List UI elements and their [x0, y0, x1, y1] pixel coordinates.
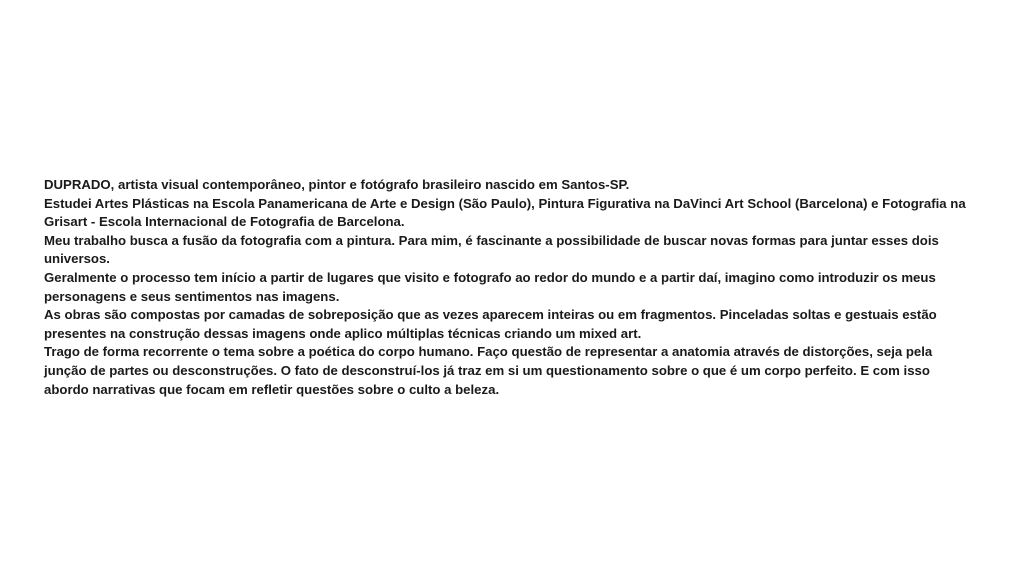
bio-paragraph-layers: As obras são compostas por camadas de sobreposição que as vezes aparecem inteiras ou em fragmentos. Pinceladas soltas e gestuais estão presentes na construção dessas imagens onde aplico múltiplas técnicas criando um mixed art.	[44, 307, 937, 341]
bio-paragraph-body-theme: Trago de forma recorrente o tema sobre a poética do corpo humano. Faço questão de representar a anatomia através de distorções, seja pela junção de partes ou desconstruções. O fato de desconstruí-los já traz em si um questionamento sobre o que é um corpo perfeito. E com isso abordo narrativas que focam em refletir questões sobre o culto a beleza.	[44, 344, 933, 397]
artist-bio	[44, 176, 974, 399]
bio-paragraph-education: Estudei Artes Plásticas na Escola Panamericana de Arte e Design (São Paulo), Pintura Figurativa na DaVinci Art School (Barcelona) e Fotografia na Grisart - Escola Internacional de Fotografia de Barcelona.	[44, 195, 966, 230]
bio-paragraph-work-fusion: Meu trabalho busca a fusão da fotografia com a pintura. Para mim, é fascinante a possibilidade de buscar novas formas para juntar esses dois universos.	[44, 232, 939, 267]
bio-paragraph-process: Geralmente o processo tem início a partir de lugares que visito e fotografo ao redor do mundo e a partir daí, imagino como introduzir os meus personagens e seus sentimentos nas imagens.	[44, 269, 936, 304]
bio-paragraph-intro: DUPRADO, artista visual contemporâneo, pintor e fotógrafo brasileiro nascido em Santos-SP.	[44, 177, 630, 192]
